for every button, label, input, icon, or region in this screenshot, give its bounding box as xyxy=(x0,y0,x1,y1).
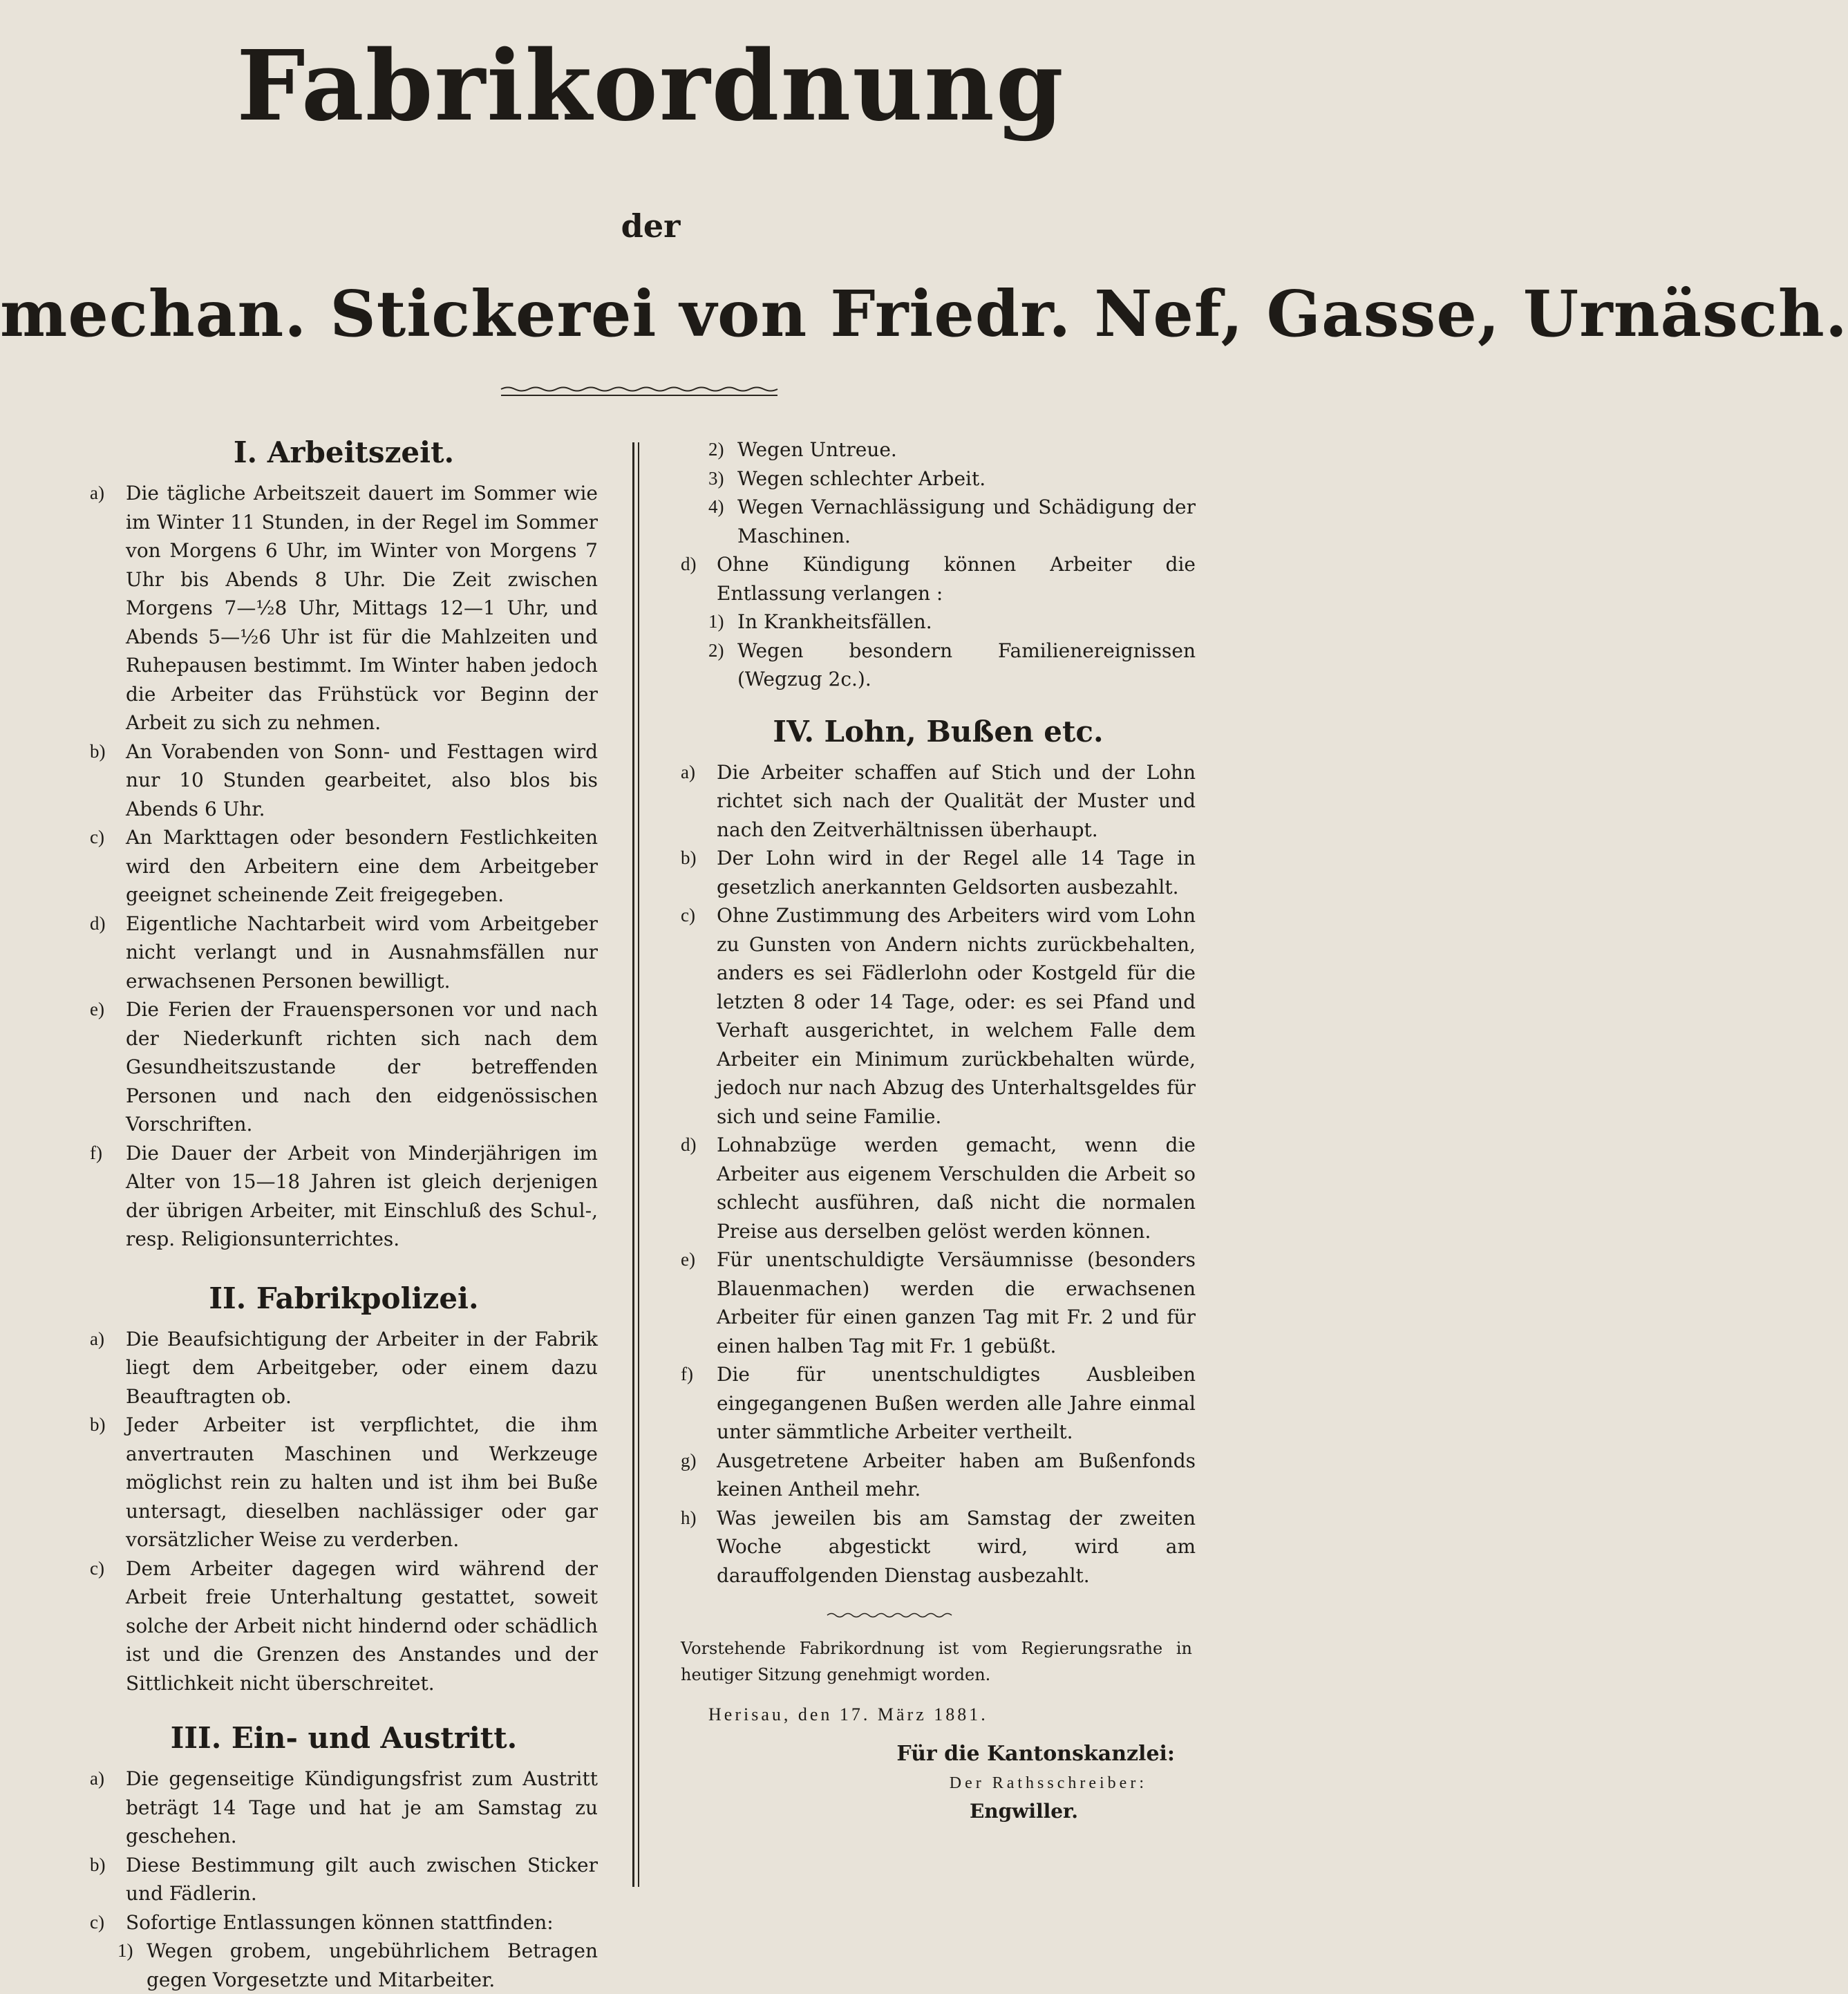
approval-note: Vorstehende Fabrikordnung ist vom Regierungsrathe in heutiger Sitzung genehmigt worden. xyxy=(681,1639,1192,1684)
section-heading-lohn-bussen: IV. Lohn, Bußen etc. xyxy=(773,714,1104,749)
clause-text: Ohne Zustimmung des Arbeiters wird vom Lohn zu Gunsten von Andern nichts zurückbehalten, anders es sei Fädlerlohn oder Kostgeld für die letzten 8 oder 14 Tage, oder: es sei Pfand und Verhaft ausgerichtet, in welchem Falle dem Arbeiter ein Minimum zurückbehalten würde, jedoch nur nach Abzug des Unterhaltsgeldes für sich und seine Familie. xyxy=(717,904,1196,1128)
clause-3a xyxy=(90,1765,598,1851)
clause-text: An Markttagen oder besondern Festlichkeiten wird den Arbeitern eine dem Arbeitgeber geeignet scheinende Zeit freigegeben. xyxy=(126,826,598,906)
subclause-text: In Krankheitsfällen. xyxy=(737,610,932,633)
subclause-3d2 xyxy=(681,637,1196,694)
clause-label: f) xyxy=(90,1142,102,1163)
subclause-3c4 xyxy=(681,493,1196,550)
place-date: Herisau, den 17. März 1881. xyxy=(708,1704,988,1724)
subclause-label: 2) xyxy=(708,439,724,460)
right-column xyxy=(681,435,1196,1823)
title-connector: der xyxy=(621,207,681,245)
clause-text: Ausgetretene Arbeiter haben am Bußenfonds keinen Antheil mehr. xyxy=(717,1449,1196,1501)
subclause-label: 1) xyxy=(708,611,724,632)
clause-3c xyxy=(90,1908,598,1937)
clause-3b xyxy=(90,1851,598,1908)
clause-label: d) xyxy=(681,554,697,574)
subclause-3c2 xyxy=(681,435,1196,464)
section-heading-ein-austritt: III. Ein- und Austritt. xyxy=(170,1721,518,1755)
clause-4f xyxy=(681,1360,1196,1447)
clause-4a xyxy=(681,758,1196,845)
clause-1f xyxy=(90,1139,598,1254)
clause-label: b) xyxy=(90,1854,106,1875)
clause-1d xyxy=(90,910,598,996)
clause-4h xyxy=(681,1504,1196,1590)
subclause-text: Wegen Untreue. xyxy=(737,438,897,461)
closing-ornament xyxy=(826,1610,957,1620)
clause-2c xyxy=(90,1554,598,1698)
clause-4c xyxy=(681,901,1196,1131)
clause-label: c) xyxy=(90,1557,104,1579)
clause-text: Lohnabzüge werden gemacht, wenn die Arbeiter aus eigenem Verschulden die Arbeit so schlecht ausführen, daß nicht die normalen Preise aus derselben gelöst werden können. xyxy=(717,1134,1196,1243)
clause-label: d) xyxy=(90,912,106,934)
clause-2a xyxy=(90,1325,598,1411)
clause-label: a) xyxy=(90,1328,104,1349)
subclause-3c1 xyxy=(90,1937,598,1994)
subclause-label: 2) xyxy=(708,639,724,661)
subclause-label: 4) xyxy=(708,496,724,517)
clause-text: Für unentschuldigte Versäumnisse (besonders Blauenmachen) werden die erwachsenen Arbeiter für einen ganzen Tag mit Fr. 2 und für einen halben Tag mit Fr. 1 gebüßt. xyxy=(717,1248,1196,1357)
clause-label: f) xyxy=(681,1364,693,1384)
clause-label: b) xyxy=(90,740,106,762)
clause-2b xyxy=(90,1411,598,1554)
clause-label: a) xyxy=(90,1768,104,1789)
clause-4g xyxy=(681,1447,1196,1504)
subclause-3c3 xyxy=(681,464,1196,493)
clause-label: c) xyxy=(681,905,695,925)
clause-text: Was jeweilen bis am Samstag der zweiten Woche abgestickt wird, wird am darauffolgenden Dienstag ausbezahlt. xyxy=(717,1506,1196,1587)
clause-text: Der Lohn wird in der Regel alle 14 Tage in gesetzlich anerkannten Geldsorten ausbezahlt. xyxy=(717,847,1196,899)
column-divider xyxy=(632,442,639,1887)
clause-4e xyxy=(681,1245,1196,1360)
left-column xyxy=(90,435,598,1994)
clause-text: Dem Arbeiter dagegen wird während der Arbeit freie Unterhaltung gestattet, soweit solche der Arbeit nicht hindernd oder schädlich ist und die Grenzen des Anstandes und der Sittlichkeit nicht überschreitet. xyxy=(126,1556,598,1695)
clause-label: e) xyxy=(90,999,104,1019)
clause-text: Eigentliche Nachtarbeit wird vom Arbeitgeber nicht verlangt und in Ausnahmsfällen nur erwachsenen Personen bewilligt. xyxy=(126,912,598,993)
document-title: Fabrikordnung xyxy=(236,30,1065,143)
clause-text: Sofortige Entlassungen können stattfinden: xyxy=(126,1910,554,1934)
subclause-3d1 xyxy=(681,608,1196,637)
clause-text: Ohne Kündigung können Arbeiter die Entlassung verlangen : xyxy=(717,553,1196,605)
clause-text: Die tägliche Arbeitszeit dauert im Sommer wie im Winter 11 Stunden, in der Regel im Sommer von Morgens 6 Uhr, im Winter von Morgens 7 Uhr bis Abends 8 Uhr. Die Zeit zwischen Morgens 7—½8 Uhr, Mittags 12—1 Uhr, und Abends 5—½6 Uhr ist für die Mahlzeiten und Ruhepausen bestimmt. Im Winter haben jedoch die Arbeiter das Frühstück vor Beginn der Arbeit zu sich zu nehmen. xyxy=(126,482,598,734)
title-ornament xyxy=(498,386,781,399)
clause-label: a) xyxy=(90,482,104,503)
clause-text: Diese Bestimmung gilt auch zwischen Sticker und Fädlerin. xyxy=(126,1853,598,1905)
clause-label: g) xyxy=(681,1449,697,1471)
section-heading-arbeitszeit: I. Arbeitszeit. xyxy=(233,435,455,469)
signer-role: Der Rathsschreiber: xyxy=(949,1774,1147,1792)
clause-text: Die für unentschuldigtes Ausbleiben eingegangenen Bußen werden alle Jahre einmal unter sämmtliche Arbeiter vertheilt. xyxy=(717,1363,1196,1443)
subclause-label: 3) xyxy=(708,467,724,489)
clause-label: a) xyxy=(681,761,695,782)
subclause-text: Wegen besondern Familienereignissen (Wegzug 2c.). xyxy=(737,639,1196,690)
clause-label: d) xyxy=(681,1134,697,1155)
clause-label: h) xyxy=(681,1507,697,1528)
clause-text: Die Dauer der Arbeit von Minderjährigen im Alter von 15—18 Jahren ist gleich derjenigen der übrigen Arbeiter, mit Einschluß des Schul-, resp. Religionsunterrichtes. xyxy=(126,1141,598,1250)
clause-label: e) xyxy=(681,1249,695,1270)
clause-label: b) xyxy=(90,1414,106,1435)
clause-4b xyxy=(681,844,1196,901)
clause-1a xyxy=(90,479,598,737)
clause-3d xyxy=(681,550,1196,608)
subclause-text: Wegen schlechter Arbeit. xyxy=(737,467,986,490)
clause-text: Die Beaufsichtigung der Arbeiter in der Fabrik liegt dem Arbeitgeber, oder einem dazu Beauftragten ob. xyxy=(126,1327,598,1408)
clause-1e xyxy=(90,995,598,1139)
clause-1c xyxy=(90,823,598,910)
clause-text: An Vorabenden von Sonn- und Festtagen wird nur 10 Stunden gearbeitet, also blos bis Abends 6 Uhr. xyxy=(126,740,598,820)
clause-text: Die Ferien der Frauenspersonen vor und nach der Niederkunft richten sich nach dem Gesundheitszustande der betreffenden Personen und nach den eidgenössischen Vorschriften. xyxy=(126,998,598,1136)
signer-name: Engwiller. xyxy=(969,1800,1078,1823)
clause-1b xyxy=(90,737,598,824)
document-subtitle: mechan. Stickerei von Friedr. Nef, Gasse, Urnäsch. xyxy=(0,276,1848,351)
clause-label: c) xyxy=(90,1911,104,1932)
clause-text: Die Arbeiter schaffen auf Stich und der Lohn richtet sich nach der Qualität der Muster und nach den Zeitverhältnissen überhaupt. xyxy=(717,760,1196,841)
section-heading-fabrikpolizei: II. Fabrikpolizei. xyxy=(209,1281,479,1315)
issuing-office: Für die Kantonskanzlei: xyxy=(896,1742,1175,1766)
subclause-text: Wegen grobem, ungebührlichem Betragen gegen Vorgesetzte und Mitarbeiter. xyxy=(147,1939,598,1991)
subclause-text: Wegen Vernachlässigung und Schädigung der Maschinen. xyxy=(737,496,1196,547)
clause-4d xyxy=(681,1131,1196,1245)
clause-text: Die gegenseitige Kündigungsfrist zum Austritt beträgt 14 Tage und hat je am Samstag zu geschehen. xyxy=(126,1767,598,1847)
clause-label: b) xyxy=(681,847,697,868)
clause-text: Jeder Arbeiter ist verpflichtet, die ihm anvertrauten Maschinen und Werkzeuge möglichst rein zu halten und ist ihm bei Buße untersagt, dieselben nachlässiger oder gar vorsätzlicher Weise zu verderben. xyxy=(126,1413,598,1551)
clause-label: c) xyxy=(90,827,104,847)
subclause-label: 1) xyxy=(117,1940,133,1961)
